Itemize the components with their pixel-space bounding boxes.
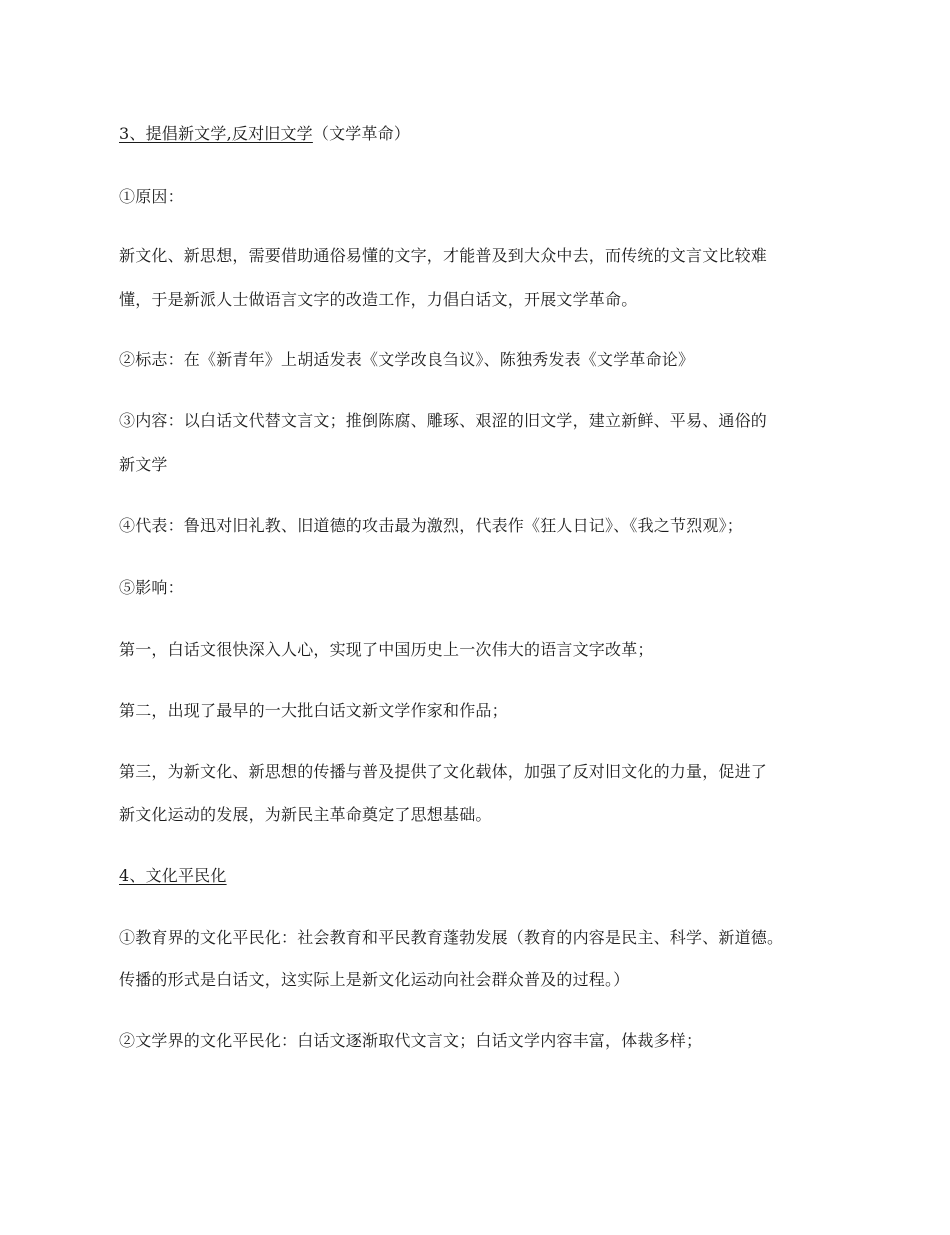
section-3-heading-title: 3、提倡新文学,反对旧文学 bbox=[119, 124, 313, 143]
impact-first: 第一，白话文很快深入人心，实现了中国历史上一次伟大的语言文字改革； bbox=[119, 640, 654, 659]
reason-text-line-2: 懂，于是新派人士做语言文字的改造工作，力倡白话文，开展文学革命。 bbox=[119, 290, 638, 309]
education-text-line-1: ①教育界的文化平民化：社会教育和平民教育蓬勃发展（教育的内容是民主、科学、新道德。 bbox=[119, 928, 784, 947]
content-text-line-1: ③内容：以白话文代替文言文；推倒陈腐、雕琢、艰涩的旧文学，建立新鲜、平易、通俗的 bbox=[119, 411, 768, 430]
section-4-heading: 4、文化平民化 bbox=[119, 866, 227, 885]
section-3-heading bbox=[119, 124, 410, 144]
section-3-heading-note: （文学革命） bbox=[312, 124, 411, 143]
impact-second: 第二，出现了最早的一大批白话文新文学作家和作品； bbox=[119, 701, 508, 720]
impact-third-line-2: 新文化运动的发展，为新民主革命奠定了思想基础。 bbox=[119, 805, 492, 824]
reason-text-line-1: 新文化、新思想，需要借助通俗易懂的文字，才能普及到大众中去，而传统的文言文比较难 bbox=[119, 246, 768, 265]
impact-third-line-1: 第三，为新文化、新思想的传播与普及提供了文化载体，加强了反对旧文化的力量，促进了 bbox=[119, 762, 768, 781]
impact-label: ⑤影响： bbox=[119, 578, 184, 597]
representative-text: ④代表：鲁迅对旧礼教、旧道德的攻击最为激烈，代表作《狂人日记》、《我之节烈观》； bbox=[119, 516, 744, 535]
symbol-text: ②标志：在《新青年》上胡适发表《文学改良刍议》、陈独秀发表《文学革命论》 bbox=[119, 350, 695, 369]
education-text-line-2: 传播的形式是白话文，这实际上是新文化运动向社会群众普及的过程。） bbox=[119, 970, 630, 989]
literature-text: ②文学界的文化平民化：白话文逐渐取代文言文；白话文学内容丰富，体裁多样； bbox=[119, 1031, 703, 1050]
reason-label: ①原因： bbox=[119, 187, 184, 206]
content-text-line-2: 新文学 bbox=[119, 455, 168, 474]
